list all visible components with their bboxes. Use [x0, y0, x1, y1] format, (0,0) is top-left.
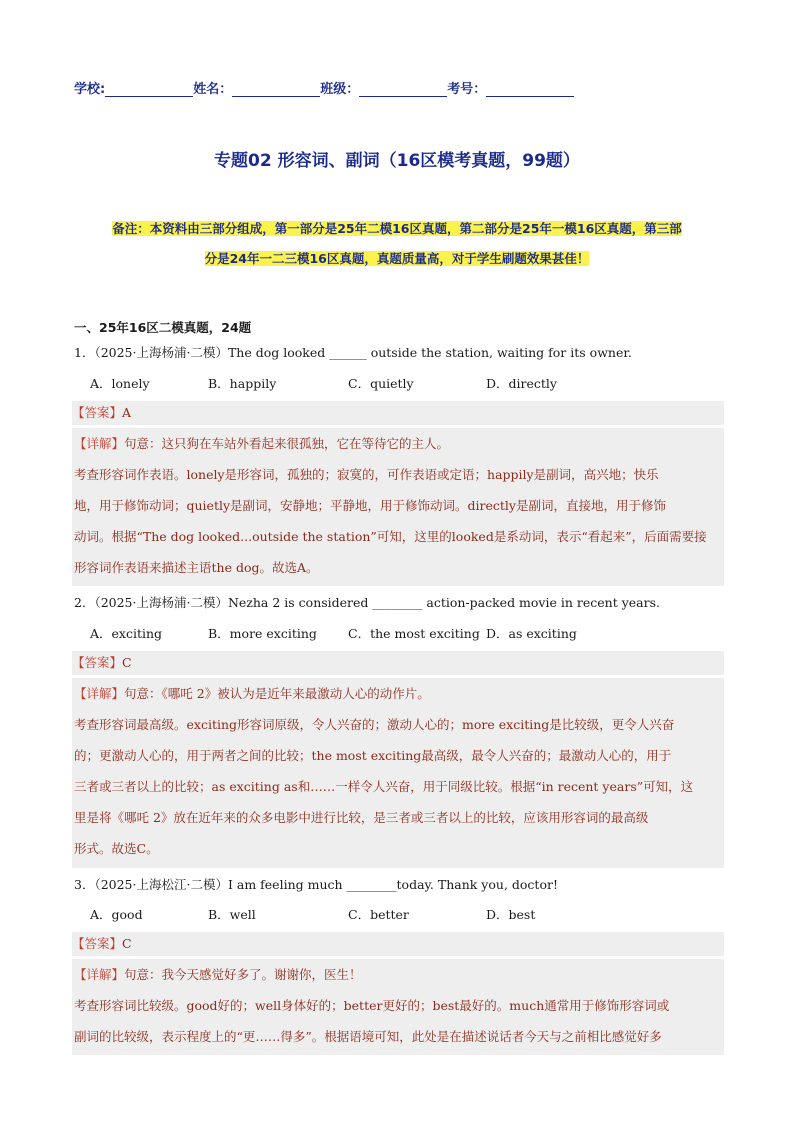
- note-line-2: 分是24年一二三模16区真题，真题质量高，对于学生刷题效果甚佳！: [204, 251, 590, 266]
- exam-no-blank[interactable]: [486, 84, 574, 97]
- student-info-header: [74, 78, 574, 97]
- answer-block: [72, 401, 724, 425]
- detail-line: 考查形容词最高级。exciting形容词原级，令人兴奋的；激动人心的；more exciting是比较级，更令人兴奋: [74, 717, 675, 732]
- note-block: [70, 214, 724, 274]
- detail-line: 考查形容词比较级。good好的；well身体好的；better更好的；best最好的。much通常用于修饰形容词或: [74, 998, 670, 1013]
- detail-line: 三者或三者以上的比较；as exciting as和……一样令人兴奋，用于同级比较。根据“in recent years”可知，这: [74, 779, 694, 794]
- name-label: 姓名：: [193, 82, 233, 97]
- detail-tag: 【详解】: [74, 686, 125, 701]
- detail-line: 动词。根据“The dog looked...outside the station”可知，这里的looked是系动词，表示“看起来”，后面需要接: [74, 529, 707, 544]
- answer-value: C: [122, 655, 132, 670]
- answer-tag: 【答案】: [72, 655, 123, 670]
- note-line-1: 备注：本资料由三部分组成，第一部分是25年二模16区真题，第二部分是25年一模16区真题，第三部: [112, 221, 682, 236]
- school-blank[interactable]: [105, 84, 193, 97]
- detail-line: 里是将《哪吒 2》放在近年来的众多电影中进行比较，是三者或三者以上的比较，应该用形容词的最高级: [74, 810, 649, 825]
- option[interactable]: A．exciting: [90, 626, 163, 641]
- option[interactable]: A．good: [90, 907, 143, 922]
- detail-line: 副词的比较级，表示程度上的“更……得多”。根据语境可知，此处是在描述说话者今天与之前相比感觉好多: [74, 1029, 662, 1044]
- answer-tag: 【答案】: [72, 936, 123, 951]
- answer-value: A: [122, 405, 132, 420]
- option[interactable]: A．lonely: [90, 376, 150, 391]
- detail-sentence: 句意：《哪吒 2》被认为是近年来最激动人心的动作片。: [124, 686, 430, 701]
- explanation-block: [72, 959, 724, 1055]
- explanation-block: [72, 428, 724, 586]
- detail-sentence: 句意：这只狗在车站外看起来很孤独，它在等待它的主人。: [124, 436, 450, 451]
- question-stem: 3．（2025·上海松江·二模）I am feeling much ________today. Thank you, doctor!: [74, 877, 558, 892]
- detail-sentence: 句意：我今天感觉好多了。谢谢你，医生！: [124, 967, 362, 982]
- question-stem: 1．（2025·上海杨浦·二模）The dog looked ______ outside the station, waiting for its owner.: [74, 345, 632, 360]
- detail-line: 形式。故选C。: [74, 841, 159, 856]
- option[interactable]: C．the most exciting: [348, 626, 480, 641]
- class-blank[interactable]: [359, 84, 447, 97]
- answer-value: C: [122, 936, 132, 951]
- name-blank[interactable]: [232, 84, 320, 97]
- answer-tag: 【答案】: [72, 405, 123, 420]
- answer-block: [72, 932, 724, 956]
- detail-line: 形容词作表语来描述主语the dog。故选A。: [74, 560, 319, 575]
- option[interactable]: D．directly: [486, 376, 557, 391]
- detail-line: 的；更激动人心的，用于两者之间的比较；the most exciting最高级，最令人兴奋的；最激动人心的，用于: [74, 748, 672, 763]
- exam-no-label: 考号：: [447, 82, 487, 97]
- option[interactable]: B．more exciting: [208, 626, 317, 641]
- option[interactable]: C．quietly: [348, 376, 414, 391]
- explanation-block: [72, 678, 724, 868]
- school-label: 学校:: [74, 82, 106, 97]
- detail-line: 考查形容词作表语。lonely是形容词，孤独的；寂寞的，可作表语或定语；happily是副词，高兴地；快乐: [74, 467, 659, 482]
- answer-block: [72, 651, 724, 675]
- option[interactable]: D．best: [486, 907, 536, 922]
- detail-tag: 【详解】: [74, 436, 125, 451]
- document-title: 专题02 形容词、副词（16区模考真题，99题）: [214, 151, 580, 171]
- detail-tag: 【详解】: [74, 967, 125, 982]
- option[interactable]: D．as exciting: [486, 626, 577, 641]
- class-label: 班级：: [320, 82, 360, 97]
- section-title: 一、25年16区二模真题，24题: [74, 320, 252, 335]
- option[interactable]: B．happily: [208, 376, 277, 391]
- detail-line: 地，用于修饰动词；quietly是副词，安静地；平静地，用于修饰动词。directly是副词，直接地，用于修饰: [74, 498, 666, 513]
- option[interactable]: C．better: [348, 907, 409, 922]
- question-stem: 2．（2025·上海杨浦·二模）Nezha 2 is considered ________ action-packed movie in recent years.: [74, 595, 660, 610]
- option[interactable]: B．well: [208, 907, 256, 922]
